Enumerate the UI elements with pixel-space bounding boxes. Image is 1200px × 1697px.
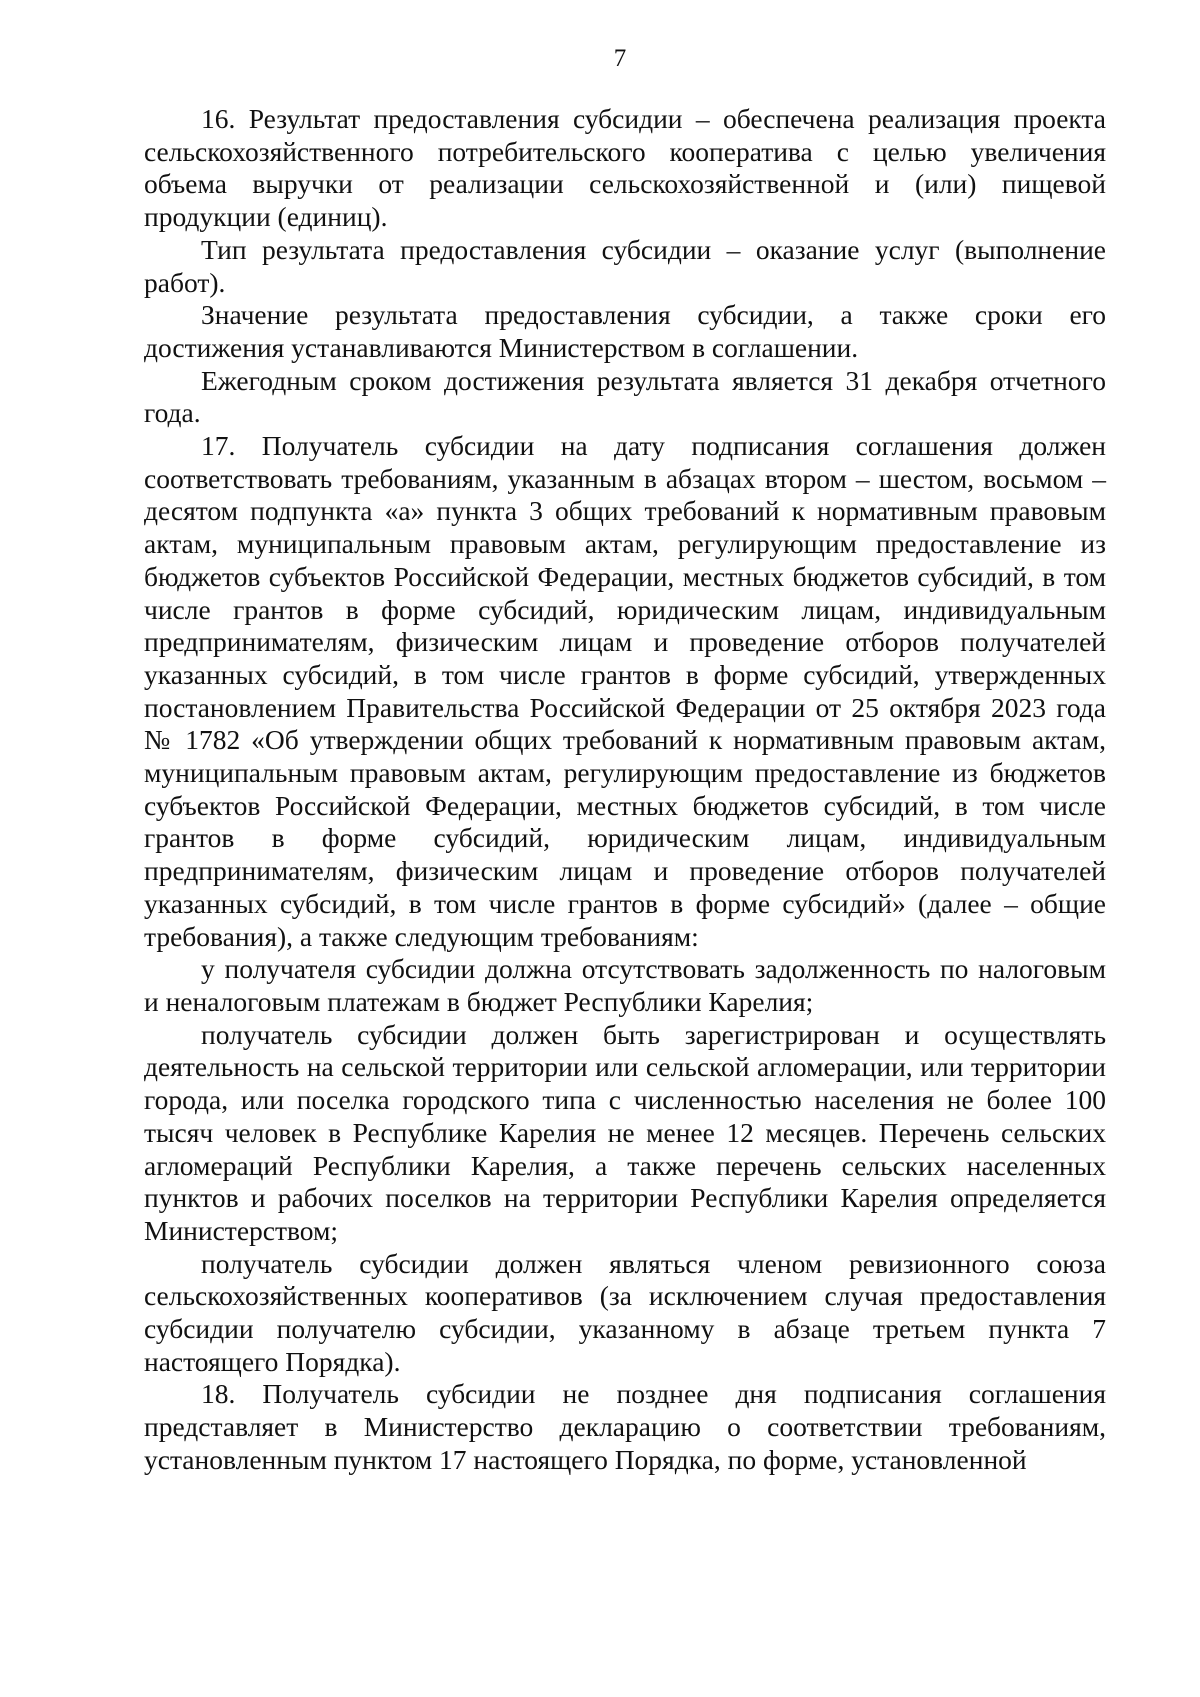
paragraph-annual-deadline: Ежегодным сроком достижения результата является 31 декабря отчетного года. bbox=[144, 364, 1106, 429]
paragraph-17-requirements: 17. Получатель субсидии на дату подписания соглашения должен соответствовать требованиям, указанным в абзацах втором – шестом, восьмом – десятом подпункта «а» пункта 3 общих требований к нормативным правовым актам, муниципальным правовым актам, регулирующим предоставление из бюджетов субъектов Российской Федерации, местных бюджетов субсидий, в том числе грантов в форме субсидий, юридическим лицам, индивидуальным предпринимателям, физическим лицам и проведение отборов получателей указанных субсидий, в том числе грантов в форме субсидий, утвержденных постановлением Правительства Российской Федерации от 25 октября 2023 года № 1782 «Об утверждении общих требований к нормативным правовым актам, муниципальным правовым актам, регулирующим предоставление из бюджетов субъектов Российской Федерации, местных бюджетов субсидий, в том числе грантов в форме субсидий, юридическим лицам, индивидуальным предпринимателям, физическим лицам и проведение отборов получателей указанных субсидий, в том числе грантов в форме субсидий» (далее – общие требования), а также следующим требованиям: bbox=[144, 430, 1106, 952]
page-number: 7 bbox=[613, 45, 627, 72]
paragraph-result-type: Тип результата предоставления субсидии – оказание услуг (выполнение работ). bbox=[144, 233, 1106, 298]
paragraph-18-declaration: 18. Получатель субсидии не позднее дня подписания соглашения представляет в Министерство декларацию о соответствии требованиям, установленным пунктом 17 настоящего Порядка, по форме, установленной bbox=[144, 1378, 1106, 1475]
document-body bbox=[144, 103, 1106, 1477]
paragraph-audit-union: получатель субсидии должен являться членом ревизионного союза сельскохозяйственных кооперативов (за исключением случая предоставления субсидии получателю субсидии, указанному в абзаце третьем пункта 7 настоящего Порядка). bbox=[144, 1247, 1106, 1377]
paragraph-result-value: Значение результата предоставления субсидии, а также сроки его достижения устанавливаются Министерством в соглашении. bbox=[144, 299, 1106, 363]
paragraph-registration: получатель субсидии должен быть зарегистрирован и осуществлять деятельность на сельской территории или сельской агломерации, или территории города, или поселка городского типа с численностью населения не более 100 тысяч человек в Республике Карелия не менее 12 месяцев. Перечень сельских агломераций Республики Карелия, а также перечень сельских населенных пунктов и рабочих поселков на территории Республики Карелия определяется Министерством; bbox=[144, 1018, 1106, 1246]
paragraph-no-debt: у получателя субсидии должна отсутствовать задолженность по налоговым и неналоговым платежам в бюджет Республики Карелия; bbox=[144, 953, 1106, 1017]
paragraph-16-result: 16. Результат предоставления субсидии – обеспечена реализация проекта сельскохозяйственного потребительского кооператива с целью увеличения объема выручки от реализации сельскохозяйственной и (или) пищевой продукции (единиц). bbox=[144, 103, 1106, 233]
